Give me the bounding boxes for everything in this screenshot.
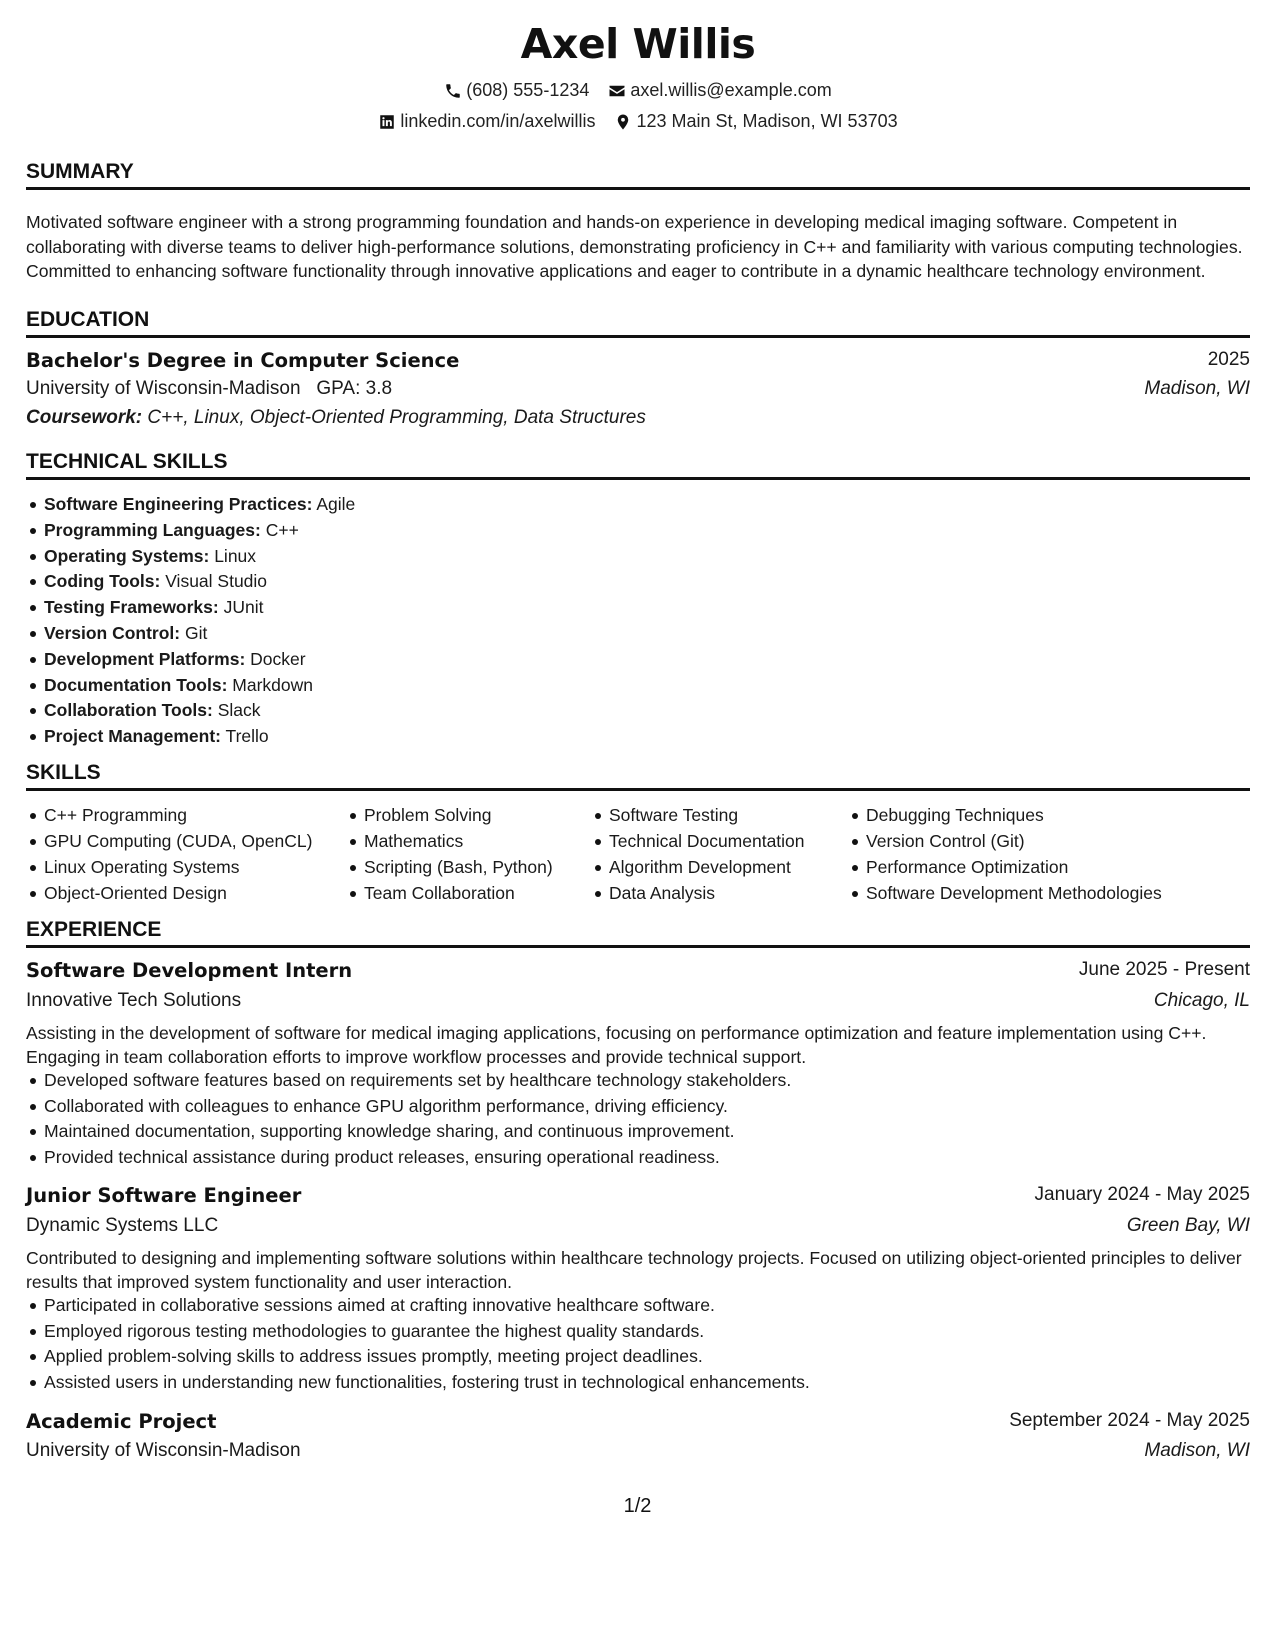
section-title-experience: EXPERIENCE — [26, 918, 162, 941]
job-company: Dynamic Systems LLC — [26, 1215, 219, 1236]
technical-skills-list — [26, 492, 355, 750]
skill-label: Operating Systems: — [44, 545, 210, 566]
section-divider — [26, 945, 1250, 948]
list-item: Problem Solving — [346, 803, 553, 829]
skill-value: Markdown — [232, 674, 314, 695]
job-1-description: Assisting in the development of software for medical imaging applications, focusing on performance optimization and feature implementation using C++. Engaging in team collaboration efforts to improve workflow processes and provide technical support. — [26, 1023, 1207, 1068]
job-2-bullets — [26, 1293, 810, 1395]
candidate-name: Axel Willis — [520, 20, 756, 68]
list-item: Performance Optimization — [848, 855, 1162, 881]
list-item: Scripting (Bash, Python) — [346, 855, 553, 881]
list-item: Version Control (Git) — [848, 829, 1162, 855]
section-title-education: EDUCATION — [26, 308, 150, 331]
list-item: Applied problem-solving skills to address issues promptly, meeting project deadlines. — [26, 1344, 810, 1370]
gpa: GPA: 3.8 — [316, 378, 393, 399]
contact-phone — [444, 80, 589, 101]
list-item: Employed rigorous testing methodologies to guarantee the highest quality standards. — [26, 1319, 810, 1345]
skill-value: Agile — [316, 494, 356, 514]
contact-row-2 — [26, 111, 1250, 136]
phone-text: (608) 555-1234 — [466, 80, 590, 100]
skill-label: Software Engineering Practices: — [44, 494, 313, 514]
skill-value: Visual Studio — [165, 571, 268, 592]
section-divider — [26, 335, 1250, 338]
job-title: Junior Software Engineer — [26, 1184, 302, 1207]
list-item: Collaborated with colleagues to enhance GPU algorithm performance, driving efficiency. — [26, 1094, 791, 1120]
list-item: GPU Computing (CUDA, OpenCL) — [26, 829, 312, 855]
school-name: University of Wisconsin-Madison — [26, 378, 301, 399]
job-dates: June 2025 - Present — [1078, 959, 1250, 980]
job-title: Academic Project — [26, 1410, 217, 1433]
skill-value: Trello — [225, 726, 269, 747]
list-item: Participated in collaborative sessions aimed at crafting innovative healthcare software. — [26, 1293, 810, 1319]
education-section — [26, 308, 1250, 338]
job-dates: September 2024 - May 2025 — [1009, 1410, 1250, 1431]
list-item: Developed software features based on requirements set by healthcare technology stakeholders. — [26, 1068, 791, 1094]
section-divider — [26, 788, 1250, 791]
skill-value: Git — [185, 622, 208, 643]
email-link[interactable]: axel.willis@example.com — [630, 80, 832, 100]
list-item: Software Development Methodologies — [848, 881, 1162, 907]
resume-page — [26, 0, 1250, 1650]
linkedin-link[interactable]: linkedin.com/in/axelwillis — [400, 111, 596, 131]
coursework-list: C++, Linux, Object-Oriented Programming, Data Structures — [147, 407, 646, 428]
technical-skills-section — [26, 450, 1250, 480]
graduation-year: 2025 — [1207, 349, 1250, 370]
linkedin-icon — [378, 113, 396, 131]
skill-label: Version Control: — [44, 622, 181, 643]
list-item — [26, 724, 355, 750]
job-location: Green Bay, WI — [1126, 1215, 1250, 1236]
section-title-summary: SUMMARY — [26, 160, 134, 183]
list-item — [26, 544, 355, 570]
list-item: Object-Oriented Design — [26, 881, 312, 907]
skills-column-4 — [848, 803, 1162, 907]
skills-column-2 — [346, 803, 553, 907]
skill-label: Coding Tools: — [44, 571, 161, 592]
summary-text: Motivated software engineer with a strong programming foundation and hands-on experience in developing medical imaging software. Competent in collaborating with diverse teams to deliver high-performance solutions, demonstrating proficiency in C++ and familiarity with various computing technologies. Committed to enhancing software functionality through innovative applications and eager to contribute in a dynamic healthcare technology environment. — [26, 212, 1243, 282]
skills-column-3 — [591, 803, 805, 907]
list-item: Maintained documentation, supporting knowledge sharing, and continuous improvement. — [26, 1119, 791, 1145]
section-divider — [26, 477, 1250, 480]
skills-column-1 — [26, 803, 312, 907]
job-2-description: Contributed to designing and implementing software solutions within healthcare technology projects. Focused on utilizing object-oriented principles to deliver results that improved system functionality and user interaction. — [26, 1248, 1242, 1293]
job-1-bullets — [26, 1068, 791, 1170]
contact-linkedin[interactable] — [378, 111, 595, 132]
list-item: Linux Operating Systems — [26, 855, 312, 881]
coursework-label: Coursework: — [26, 407, 143, 428]
skill-label: Collaboration Tools: — [44, 700, 213, 721]
contact-address — [614, 111, 897, 132]
phone-icon — [444, 82, 462, 100]
section-title-technical-skills: TECHNICAL SKILLS — [26, 450, 228, 473]
envelope-icon — [608, 82, 626, 100]
job-dates: January 2024 - May 2025 — [1034, 1184, 1250, 1205]
skill-value: JUnit — [223, 597, 264, 618]
list-item: Mathematics — [346, 829, 553, 855]
skill-label: Documentation Tools: — [44, 674, 228, 695]
list-item — [26, 492, 355, 518]
list-item — [26, 621, 355, 647]
skill-value: Docker — [250, 648, 306, 669]
list-item: Assisted users in understanding new functionalities, fostering trust in technological enhancements. — [26, 1370, 810, 1396]
list-item: C++ Programming — [26, 803, 312, 829]
list-item: Technical Documentation — [591, 829, 805, 855]
list-item — [26, 698, 355, 724]
job-company: University of Wisconsin-Madison — [26, 1440, 301, 1461]
contact-row-1 — [26, 80, 1250, 105]
skill-value: C++ — [265, 519, 299, 540]
list-item — [26, 673, 355, 699]
job-location: Madison, WI — [1144, 1440, 1250, 1461]
map-pin-icon — [614, 113, 632, 131]
coursework — [26, 407, 646, 429]
skill-value: Linux — [214, 545, 257, 566]
degree-title: Bachelor's Degree in Computer Science — [26, 349, 460, 372]
job-title: Software Development Intern — [26, 959, 353, 982]
skill-label: Project Management: — [44, 726, 221, 747]
list-item: Software Testing — [591, 803, 805, 829]
school-info — [26, 378, 392, 400]
list-item: Provided technical assistance during product releases, ensuring operational readiness. — [26, 1145, 791, 1171]
list-item: Algorithm Development — [591, 855, 805, 881]
section-divider — [26, 187, 1250, 190]
job-location: Chicago, IL — [1153, 990, 1250, 1011]
address-text: 123 Main St, Madison, WI 53703 — [636, 111, 898, 131]
list-item — [26, 518, 355, 544]
page-number: 1/2 — [623, 1495, 652, 1517]
summary-section — [26, 160, 1250, 190]
contact-email[interactable] — [608, 80, 831, 101]
experience-section — [26, 918, 1250, 948]
skill-label: Development Platforms: — [44, 648, 246, 669]
list-item: Data Analysis — [591, 881, 805, 907]
list-item: Debugging Techniques — [848, 803, 1162, 829]
list-item — [26, 647, 355, 673]
section-title-skills: SKILLS — [26, 761, 101, 784]
list-item — [26, 569, 355, 595]
list-item — [26, 595, 355, 621]
skill-label: Programming Languages: — [44, 519, 261, 540]
list-item: Team Collaboration — [346, 881, 553, 907]
school-location: Madison, WI — [1144, 378, 1250, 399]
skills-section — [26, 761, 1250, 791]
skill-label: Testing Frameworks: — [44, 597, 219, 618]
skill-value: Slack — [217, 700, 261, 721]
job-company: Innovative Tech Solutions — [26, 990, 242, 1011]
